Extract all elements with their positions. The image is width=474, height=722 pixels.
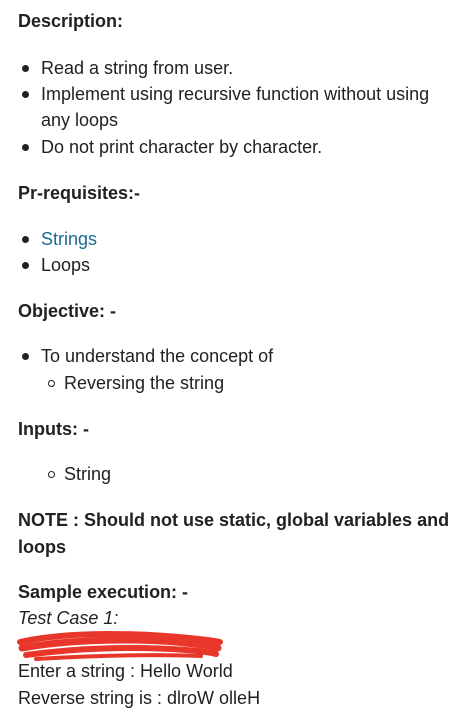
hollow-bullet-icon xyxy=(48,471,55,478)
bullet-icon xyxy=(22,236,29,243)
hollow-bullet-icon xyxy=(48,380,55,387)
objective-heading: Objective: - xyxy=(18,301,117,321)
description-item-text: Do not print character by character. xyxy=(41,137,323,157)
note-line-1: NOTE : Should not use static, global variables and xyxy=(18,510,450,530)
description-item-text: any loops xyxy=(41,110,119,130)
inputs-heading: Inputs: - xyxy=(18,419,89,439)
prerequisite-item-text: Loops xyxy=(41,255,91,275)
objective-subitem-text: Reversing the string xyxy=(64,373,225,393)
objective-item-text: To understand the concept of xyxy=(41,346,274,366)
sample-output-enter: Enter a string : Hello World xyxy=(18,661,233,681)
sample-execution-heading: Sample execution: - xyxy=(18,582,189,602)
description-item-text: Implement using recursive function without using xyxy=(41,84,430,104)
bullet-icon xyxy=(22,65,29,72)
bullet-icon xyxy=(22,262,29,269)
strings-link[interactable]: Strings xyxy=(41,229,98,249)
bullet-icon xyxy=(22,144,29,151)
bullet-icon xyxy=(22,91,29,98)
note-line-2: loops xyxy=(18,537,66,557)
bullet-icon xyxy=(22,353,29,360)
description-item-text: Read a string from user. xyxy=(41,58,234,78)
sample-output-reverse: Reverse string is : dlroW olleH xyxy=(18,688,261,708)
prerequisites-heading: Pr-requisites:- xyxy=(18,183,141,203)
test-case-label: Test Case 1: xyxy=(18,608,119,628)
description-heading: Description: xyxy=(18,11,124,31)
inputs-subitem-text: String xyxy=(64,464,112,484)
